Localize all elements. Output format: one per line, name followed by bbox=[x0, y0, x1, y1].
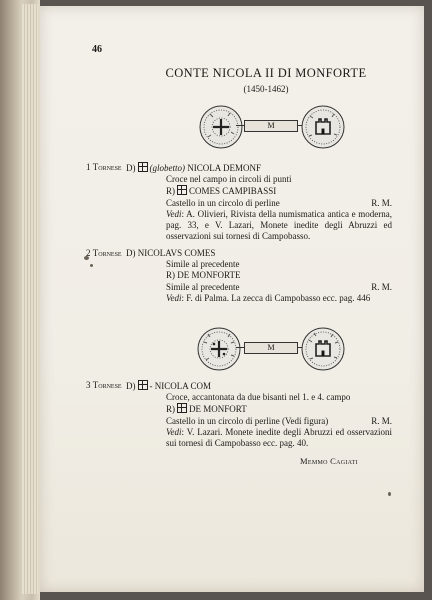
cross-icon bbox=[177, 185, 187, 195]
reverse-prefix: R) bbox=[166, 270, 175, 281]
page-dates: (1450-1462) bbox=[243, 84, 289, 94]
paper-stain bbox=[90, 264, 93, 267]
obverse-description: Croce nel campo in circoli di punti bbox=[166, 174, 292, 185]
reverse-legend: COMES CAMPIBASSI bbox=[189, 186, 277, 197]
obverse-note: (globetto) bbox=[149, 163, 185, 173]
coin-obverse-image bbox=[196, 326, 242, 372]
scale-bar: M bbox=[244, 120, 298, 132]
reference-text: Vedi: V. Lazari. Monete inedite degli Abruzzi ed osservazioni sui tornesi di Campobasso ecc. pag. 40. bbox=[166, 426, 392, 449]
reverse-description: Castello in un circolo di perline bbox=[166, 197, 280, 208]
page-number: 46 bbox=[92, 44, 102, 55]
rarity-mark: R. M. bbox=[371, 197, 392, 208]
obverse-prefix: D) bbox=[126, 248, 136, 258]
scale-bar: M bbox=[244, 342, 298, 354]
reference-text: Vedi: A. Olivieri, Rivista della numismatica antica e moderna, pag. 33, e V. Lazari, Monete inedite degli Abruzzi ed osservazioni sui tornesi di Campobasso. bbox=[166, 208, 392, 242]
author-signature: Memmo Cagiati bbox=[300, 456, 358, 466]
entry-number: 2 Tornese bbox=[86, 248, 122, 258]
rarity-mark: R. M. bbox=[371, 281, 392, 292]
reverse-description: Castello in un circolo di perline (Vedi figura) bbox=[166, 415, 329, 426]
paper-stain bbox=[388, 492, 391, 496]
obverse-description: Simile al precedente bbox=[166, 259, 240, 270]
coin-reverse-image bbox=[300, 104, 346, 150]
reverse-legend: DE MONFORTE bbox=[177, 270, 241, 281]
reverse-prefix: R) bbox=[166, 186, 175, 197]
reverse-prefix: R) bbox=[166, 404, 175, 415]
entry-number: 1 Tornese bbox=[86, 162, 122, 172]
coin-entry-3 bbox=[86, 380, 392, 449]
coin-entry-2 bbox=[86, 248, 392, 304]
rarity-mark: R. M. bbox=[371, 415, 392, 426]
cross-icon bbox=[138, 162, 148, 172]
cross-icon bbox=[138, 380, 148, 390]
obverse-legend: NICOLAVS COMES bbox=[137, 248, 216, 258]
reference-text: Vedi: F. di Palma. La zecca di Campobasso ecc. pag. 446 bbox=[166, 292, 371, 303]
coin-obverse-image bbox=[198, 104, 244, 150]
coin-entry-1 bbox=[86, 162, 392, 242]
reverse-description: Simile al precedente bbox=[166, 281, 240, 292]
coin-figure-1 bbox=[190, 104, 350, 152]
obverse-legend: - NICOLA COM bbox=[149, 381, 212, 391]
obverse-prefix: D) bbox=[126, 163, 136, 173]
obverse-prefix: D) bbox=[126, 381, 136, 391]
coin-reverse-image bbox=[300, 326, 346, 372]
coin-figure-2 bbox=[190, 326, 350, 374]
book-page-stack bbox=[22, 4, 38, 594]
obverse-legend: NICOLA DEMONF bbox=[187, 163, 262, 173]
reverse-legend: DE MONFORT bbox=[189, 404, 247, 415]
entry-number: 3 Tornese bbox=[86, 380, 122, 390]
cross-icon bbox=[177, 403, 187, 413]
obverse-description: Croce, accantonata da due bisanti nel 1. e 4. campo bbox=[166, 392, 351, 403]
page-title: CONTE NICOLA II DI MONFORTE bbox=[165, 66, 367, 80]
